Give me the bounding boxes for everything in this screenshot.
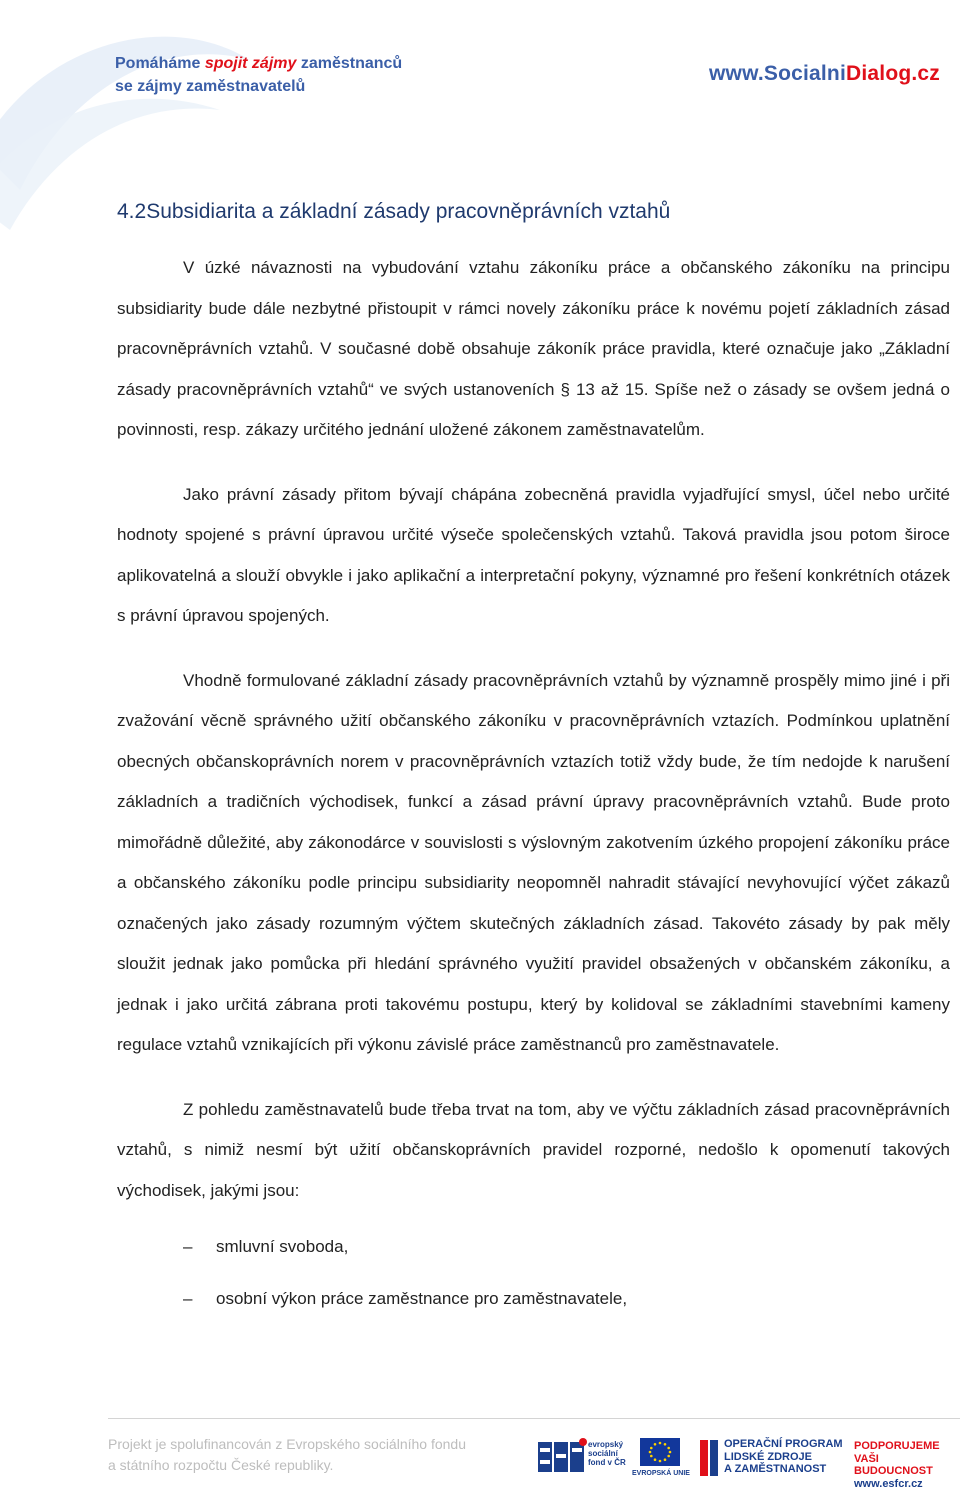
esf-label: evropský sociální fond v ČR: [588, 1440, 626, 1467]
bullet-list: [117, 1235, 950, 1311]
section-heading: 4.2Subsidiarita a základní zásady pracovněprávních vztahů: [117, 200, 671, 223]
slogan-line-2: se zájmy zaměstnavatelů: [115, 78, 306, 95]
footer-funding-note: Projekt je spolufinancován z Evropského sociálního fondu a státního rozpočtu České republiky.: [108, 1436, 466, 1473]
paragraph-4: Z pohledu zaměstnavatelů bude třeba trvat na tom, aby ve výčtu základních zásad pracovněprávních vztahů, s nimiž nesmí být užití občanskoprávních pravidel rozporné, nedošlo k opomenutí takových východisek, jakými jsou:: [117, 1099, 950, 1200]
list-item: – osobní výkon práce zaměstnance pro zaměstnavatele,: [117, 1287, 950, 1311]
eu-label: EVROPSKÁ UNIE: [632, 1470, 690, 1477]
op-logo-icon: [700, 1440, 718, 1476]
list-dash: –: [183, 1289, 193, 1308]
paragraph-3: Vhodně formulované základní zásady pracovněprávních vztahů by významně prospěly mimo jiné i při zvažování věcně správného užití občanského zákoníku v pracovněprávních vztazích. Podmínkou uplatnění obecných občanskoprávních norem v pracovněprávních vztazích totiž vždy bude, že tím nedojde k narušení základních a tradičních východisek, funkcí a zásad právní úpravy pracovněprávních vztahů. Bude proto mimořádně důležité, aby zákonodárce v souvislosti s výslovným zakotvením úzkého propojení zákoníku práce a občanského zákoníku podle principu subsidiarity neopomněl nahradit stávající nevyhovující výčet zákazů označených jako zásady rozumným výčtem skutečných základních zásad. Takovéto zásady by pak měly sloužit jednak jako pomůcka při hledání správného využití pravidel obsažených v občanském zákoníku, a jednak i jako určitá zábrana proti takovému postupu, který by kolidoval se základními stavebními kameny regulace vztahů vznikajících při výkonu závislé práce zaměstnanců pro zaměstnavatele.: [117, 670, 950, 1054]
footer-logos: [536, 1434, 956, 1490]
support-text: PODPORUJEME VAŠI BUDOUCNOST www.esfcr.cz: [854, 1440, 940, 1490]
paragraph-2: Jako právní zásady přitom bývají chápána zobecněná pravidla vyjadřující smysl, účel nebo určité hodnoty spojené s právní úpravou určité výseče společenských vztahů. Taková pravidla jsou potom široce aplikovatelná a slouží obvykle i jako aplikační a interpretační pokyny, významné pro řešení konkrétních otázek s právní úpravou spojených.: [117, 484, 950, 625]
header-slogan: [115, 52, 402, 98]
list-dash: –: [183, 1237, 193, 1256]
list-item: – smluvní svoboda,: [117, 1235, 950, 1259]
slogan-line-1: Pomáháme spojit zájmy zaměstnanců: [115, 55, 403, 72]
eu-flag-icon: [640, 1438, 680, 1466]
slogan-accent: spojit zájmy: [204, 55, 297, 72]
footer-divider: [108, 1418, 960, 1419]
header-website[interactable]: www.SocialniDialog.cz: [709, 62, 940, 85]
document-body: [117, 196, 950, 1339]
paragraph-1: V úzké návaznosti na vybudování vztahu zákoníku práce a občanského zákoníku na principu subsidiarity bude dále nezbytné přistoupit v rámci novely zákoníku práce k novému pojetí základních zásad pracovněprávních vztahů. V současné době obsahuje zákoník práce pravidla, které označuje jako „Základní zásady pracovněprávních vztahů“ ve svých ustanoveních § 13 až 15. Spíše než o zásady se ovšem jedná o povinnosti, resp. zákazy určitého jednání uložené zákonem zaměstnavatelům.: [117, 258, 950, 439]
op-program-text: OPERAČNÍ PROGRAM LIDSKÉ ZDROJE A ZAMĚSTNANOST: [724, 1438, 843, 1475]
